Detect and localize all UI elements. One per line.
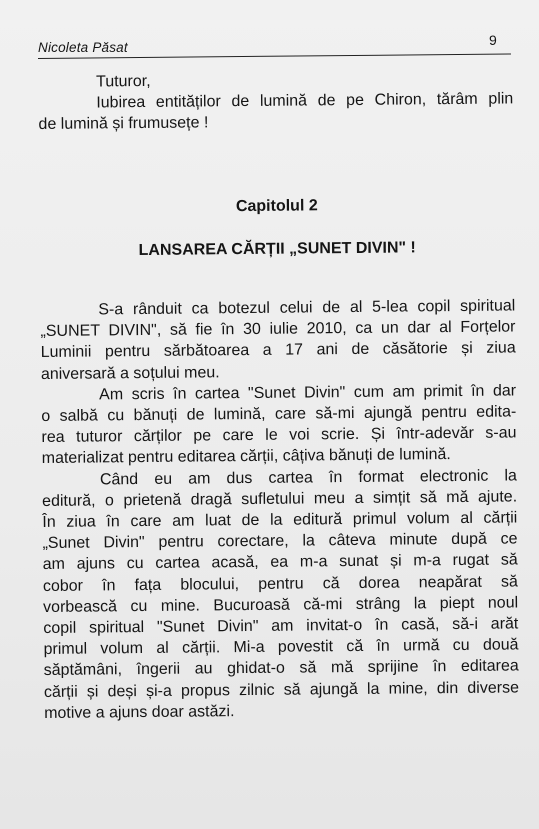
paragraph xyxy=(40,295,516,384)
text-line: S-a rânduit ca botezul celui de al 5-lea copil spiritual xyxy=(98,297,516,319)
text-line: am ajuns cu cartea acasă, ea m-a sunat și m-a rugat să xyxy=(42,551,518,574)
running-header-author: Nicoleta Păsat xyxy=(38,40,128,55)
page-content xyxy=(38,67,519,724)
text-line: cărții și deși și-a propus zilnic să ajungă la mine, din diverse xyxy=(43,679,520,701)
text-line: În ziua în care am luat de la editură primul volum al cărții xyxy=(42,509,518,532)
text-line: „Sunet Divin" pentru corectare, la câteva minute după ce xyxy=(42,530,518,553)
paragraph xyxy=(41,380,517,469)
text-line: cobor în fața blocului, pentru că dorea neapărat să xyxy=(42,573,518,595)
text-line: „SUNET DIVIN", să fie în 30 iulie 2010, ca un dar al Forțelor xyxy=(40,318,516,341)
chapter-title: Capitolul 2 xyxy=(235,196,318,215)
dedication-line: Tuturor, xyxy=(96,72,151,91)
dedication-line: de lumină și frumusețe ! xyxy=(38,114,209,134)
chapter-subtitle: LANSAREA CĂRȚII „SUNET DIVIN" ! xyxy=(138,239,416,259)
text-line: o salbă cu bănuți de lumină, care să-mi ajungă pentru edita- xyxy=(41,403,517,426)
text-line: Luminii pentru sărbătoarea a 17 ani de căsătorie și ziua xyxy=(40,339,516,362)
text-line: Când eu am dus cartea în format electronic la xyxy=(99,467,517,489)
text-line: săptămâni, îngerii au ghidat-o să mă sprijine în editarea xyxy=(43,657,519,680)
text-line: rea tuturor cărților pe care le voi scrie. Și într-adevăr s-au xyxy=(41,424,517,447)
text-line: motive a ajuns doar astăzi. xyxy=(44,703,235,722)
text-line: copil spiritual "Sunet Divin" am invitat-o în casă, să-i arăt xyxy=(43,615,519,638)
text-line: vorbească cu mine. Bucuroasă că-mi strâng la piept noul xyxy=(43,594,519,616)
page-number: 9 xyxy=(489,32,497,48)
paragraph xyxy=(42,465,519,724)
text-line: materializat pentru editarea cărții, câțiva bănuți de lumină. xyxy=(41,446,451,468)
text-line: aniversară a soțului meu. xyxy=(40,363,220,383)
dedication xyxy=(38,67,514,135)
dedication-line: Iubirea entităților de lumină de pe Chiron, tărâm plin xyxy=(96,90,514,112)
text-line: Am scris în cartea "Sunet Divin" cum am primit în dar xyxy=(99,382,517,404)
text-line: editură, o prietenă dragă sufletului meu a simțit să mă ajute. xyxy=(42,488,518,510)
text-line: primul volum al cărții. Mi-a povestit că în urmă cu două xyxy=(43,636,519,659)
body-text xyxy=(40,295,519,724)
